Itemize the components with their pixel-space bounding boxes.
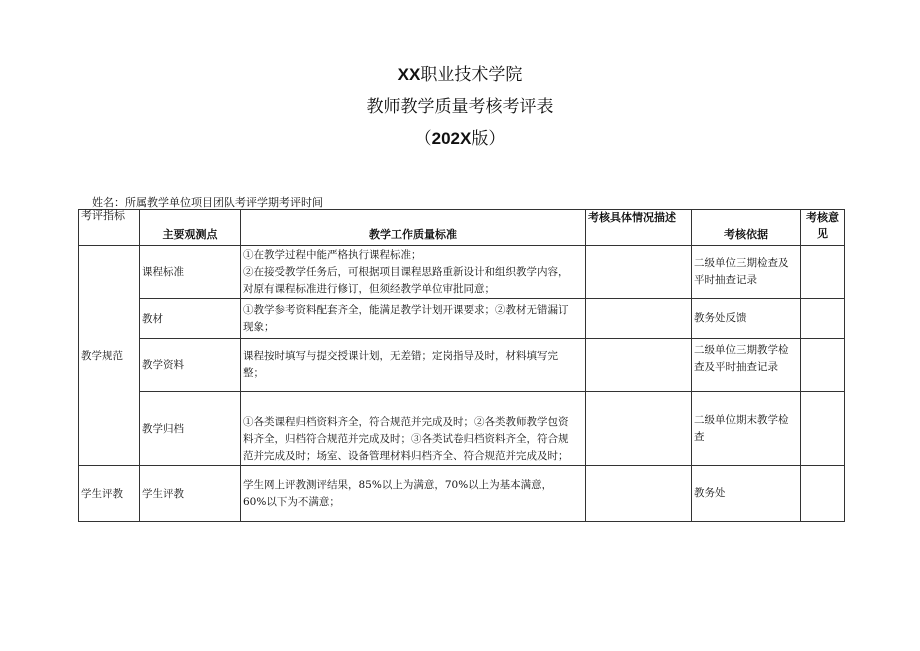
standard-line: ①教学参考资料配套齐全，能满足教学计划开课要求；②教材无错漏订 <box>243 303 569 316</box>
document-title-block <box>0 62 920 152</box>
header-observation: 主要观测点 <box>140 210 241 246</box>
header-basis: 考核依据 <box>692 210 801 246</box>
basis-cell: 教务处 <box>692 466 801 522</box>
title-rest: 职业技术学院 <box>420 65 523 85</box>
standard-line: 学生网上评教测评结果，85%以上为满意，70%以上为基本满意， <box>243 478 553 491</box>
standard-cell <box>241 466 586 522</box>
standard-cell <box>241 246 586 299</box>
standard-line: ①在教学过程中能严格执行课程标准； <box>243 248 422 261</box>
header-indicator: 考评指标 <box>79 210 140 246</box>
header-opinion: 考核意见 <box>801 210 845 246</box>
group-label: 学生评教 <box>79 466 140 522</box>
version-open: （ <box>414 129 432 149</box>
table-row <box>79 392 845 466</box>
standard-line: 60%以下为不满意； <box>243 495 340 508</box>
standard-cell <box>241 339 586 392</box>
opinion-cell <box>801 246 845 299</box>
title-prefix: XX <box>397 65 421 84</box>
standard-line: ②在接受教学任务后，可根据项目课程思路重新设计和组织教学内容， <box>243 265 569 278</box>
description-cell <box>586 299 692 339</box>
description-cell <box>586 392 692 466</box>
version-year: 202X <box>431 129 472 148</box>
observation-point: 教学归档 <box>140 392 241 466</box>
description-cell <box>586 339 692 392</box>
opinion-cell <box>801 466 845 522</box>
opinion-cell <box>801 392 845 466</box>
standard-line: 料齐全，归档符合规范并完成及时；③各类试卷归档资料齐全，符合规 <box>243 433 569 445</box>
version-rest: 版） <box>471 129 506 149</box>
description-cell <box>586 246 692 299</box>
standard-line: 整； <box>243 367 264 379</box>
standard-cell <box>241 299 586 339</box>
table-row <box>79 339 845 392</box>
observation-point: 教材 <box>140 299 241 339</box>
basis-cell: 教务处反馈 <box>692 299 801 339</box>
standard-line: 课程按时填写与提交授课计划，无差错；定岗指导及时，材料填写完 <box>243 350 558 362</box>
standard-line: 范并完成及时；场室、设备管理材料归档齐全、符合规范并完成及时； <box>243 450 569 462</box>
description-cell <box>586 466 692 522</box>
standard-cell <box>241 392 586 466</box>
header-standard: 教学工作质量标准 <box>241 210 586 246</box>
basis-cell: 二级单位三期检查及平时抽查记录 <box>692 246 801 299</box>
observation-point: 学生评教 <box>140 466 241 522</box>
standard-line: ①各类课程归档资料齐全，符合规范并完成及时；②各类教师教学包资 <box>243 416 569 428</box>
observation-point: 课程标准 <box>140 246 241 299</box>
group-label: 教学规范 <box>79 246 140 466</box>
standard-line: 对原有课程标准进行修订，但须经教学单位审批同意； <box>243 282 495 295</box>
observation-point: 教学资料 <box>140 339 241 392</box>
evaluation-table <box>78 209 845 522</box>
version-label <box>0 126 920 152</box>
basis-cell: 二级单位三期教学检查及平时抽查记录 <box>692 339 801 392</box>
table-row <box>79 299 845 339</box>
header-description: 考核具体情况描述 <box>586 210 692 246</box>
table-row <box>79 466 845 522</box>
header-row <box>79 210 845 246</box>
table-row <box>79 246 845 299</box>
meta-line: 姓名：所属教学单位项目团队考评学期考评时间 <box>92 196 323 209</box>
basis-cell: 二级单位期末教学检查 <box>692 392 801 466</box>
opinion-cell <box>801 299 845 339</box>
form-title: 教师教学质量考核考评表 <box>366 97 554 117</box>
institution-title <box>0 62 920 88</box>
opinion-cell <box>801 339 845 392</box>
standard-line: 现象； <box>243 320 275 333</box>
